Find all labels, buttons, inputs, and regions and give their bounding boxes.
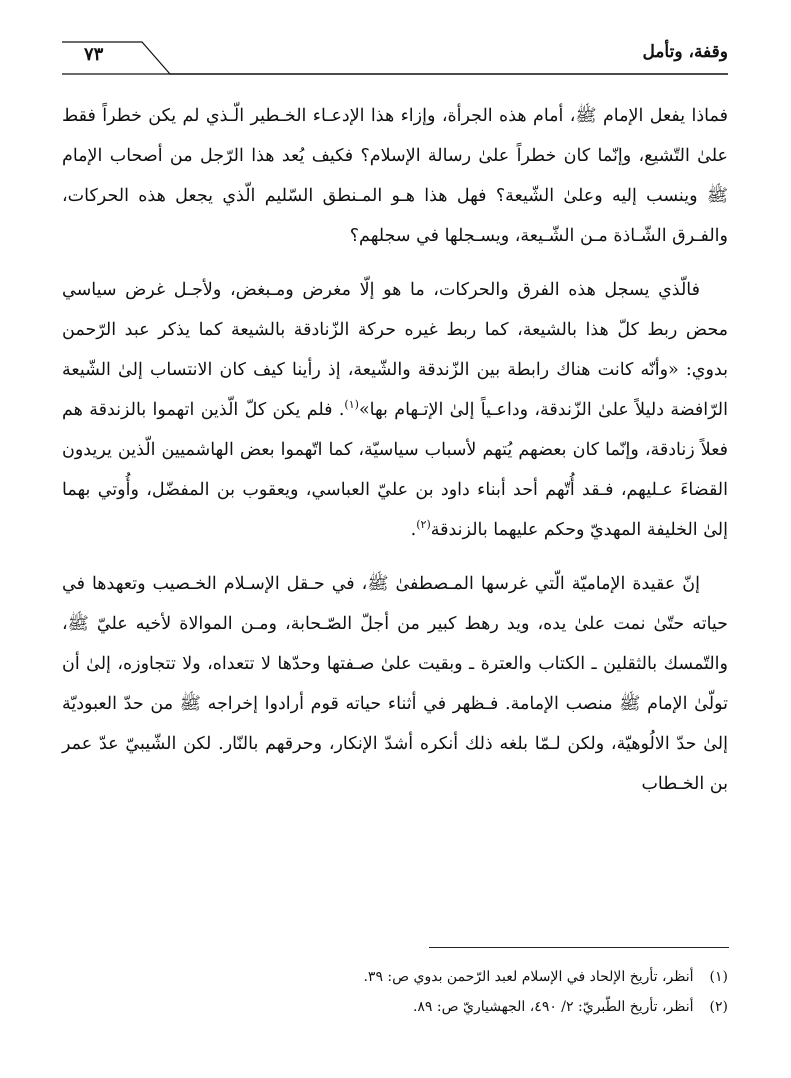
page-number: ٧٣ [84,44,104,65]
footnotes [62,962,728,1022]
main-text [62,96,728,818]
paragraph-2 [62,270,728,550]
footnote-1 [62,962,728,992]
footnote-ref-2[interactable]: (٢) [416,518,431,532]
footnote-2-number: (٢) [709,999,728,1015]
paragraph-3-text: إنّ عقيدة الإماميّة الّتي غرسها المـصطفىٰ ﷺ، في حـقل الإسـلام الخـصيب وتعهدها في حياته حتّىٰ نمت علىٰ يده، ويد رهط كبير من أجلّ الصّـحابة، ومـن الموالاة لأخيه عليّ ﷺ، والتّمسك بالثقلين ـ الكتاب والعترة ـ وبقيت علىٰ صـفتها وحدّها لا تتعداه، ولا تتجاوزه، إلىٰ أن تولّىٰ الإمام ﷺ منصب الإمامة. فـظهر في أثناء حياته قوم أرادوا إخراجه ﷺ من حدّ العبوديّة إلىٰ حدّ الالُوهيّة، ولكن لـمّا بلغه ذلك أنكره أشدّ الإنكار، وحرقهم بالنّار. لكن الشّيبيّ عدّ عمر بن الخـطاب [62,574,728,794]
paragraph-2-text-c: . [410,520,417,540]
paragraph-2-text-b: . فلم يكن كلّ الّذين اتهموا بالزندقة هم فعلاً زنادقة، وإنّما كان بعضهم يُتهم لأسباب سياسيّة، كما اتّهموا بعض الهاشميين الّذين يريدون القضاءَ عـليهم، فـقد أُتّهم أحد أبناء داود بن عليّ العباسي، ويعقوب بن المفضّل، وأُوتي بهما إلىٰ الخليفة المهديّ وحكم عليهما بالزندقة [62,400,728,540]
paragraph-1 [62,96,728,256]
paragraph-2-text-a: فالّذي يسجل هذه الفرق والحركات، ما هو إلّا مغرض ومـبغض، ولأجـل غرض سياسي محض ربط كلّ هذا بالشيعة، كما ربط غيره حركة الزّنادقة بالشيعة كما يذكر عبد الرّحمن بدوي: «وأنّه كانت هناك رابطة بين الزّندقة والشّيعة، إذ رأينا كيف كان الانتساب إلىٰ الشّيعة الرّافضة دليلاً علىٰ الزّندقة، وداعـياً إلىٰ الإتـهام بها» [62,280,728,420]
paragraph-1-text: فماذا يفعل الإمام ﷺ، أمام هذه الجرأة، وإزاء هذا الإدعـاء الخـطير الّـذي لم يكن خطراً فقط علىٰ التّشيع، وإنّما كان خطراً علىٰ رسالة الإسلام؟ فكيف يُعد هذا الرّجل من أصحاب الإمام ﷺ وينسب إليه وعلىٰ الشّيعة؟ فهل هذا هـو المـنطق السّليم الّذي يجعل هذه الحركات، والفـرق الشّـاذة مـن الشّـيعة، ويسـجلها في سجلهم؟ [62,106,728,246]
footnote-2 [62,992,728,1022]
footnote-divider [429,947,729,948]
page-header [62,38,728,78]
footnote-1-number: (١) [709,969,728,985]
footnote-2-text: أنظر، تأريخ الطّبريّ: ٢/ ٤٩٠، الجهشياريّ ص: ٨٩. [412,999,694,1015]
paragraph-3 [62,564,728,804]
footnote-1-text: أنظر، تأريخ الإلحاد في الإسلام لعبد الرّحمن بدوي ص: ٣٩. [363,969,694,985]
header-rule [62,38,728,78]
chapter-title: وقفة، وتأمل [642,42,728,62]
footnote-ref-1[interactable]: (١) [344,398,359,412]
